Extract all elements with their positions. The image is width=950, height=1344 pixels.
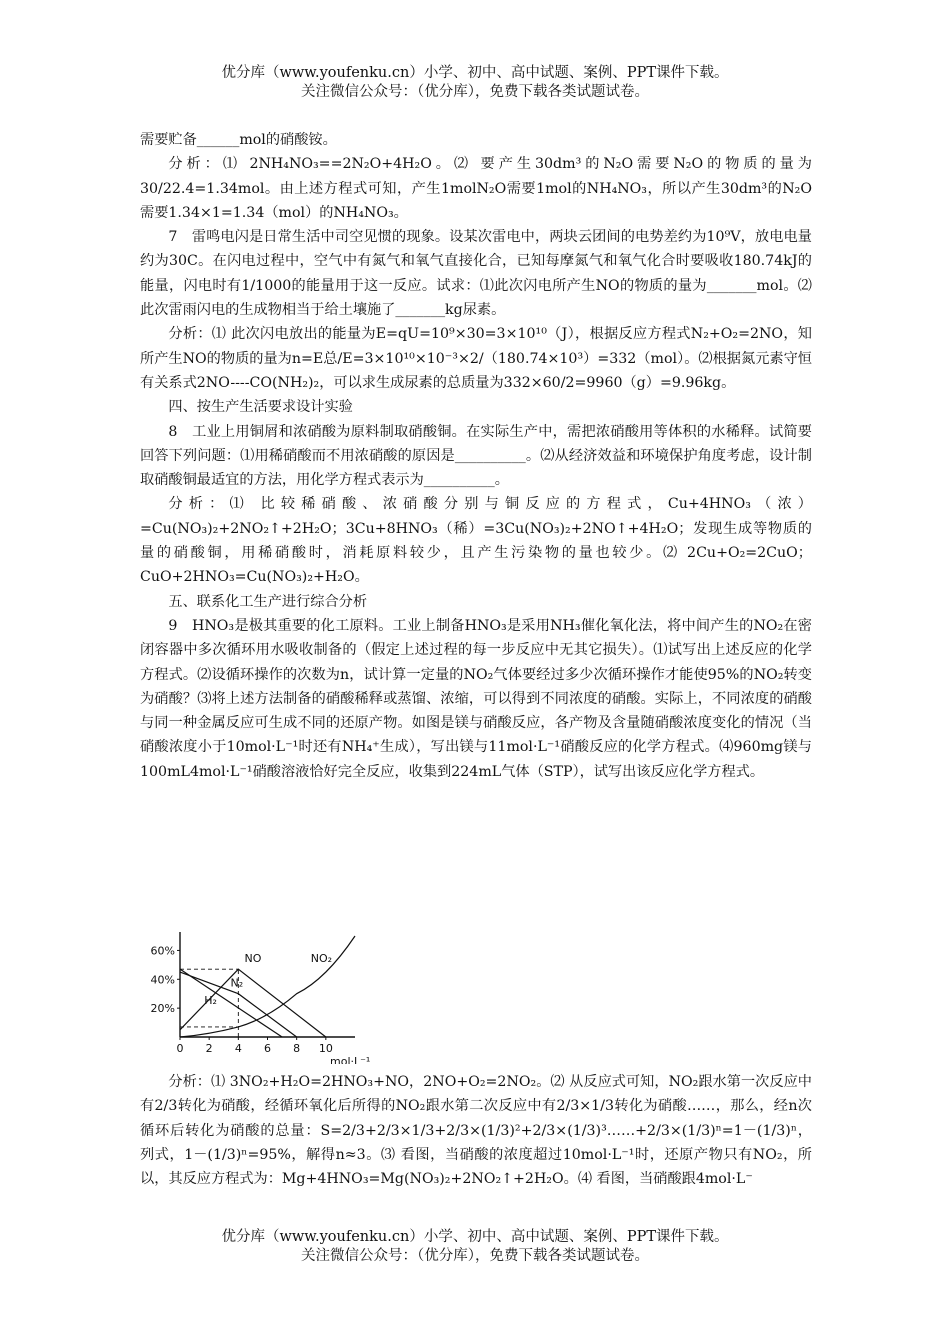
paragraph-analysis-8: 分析：⑴ 比较稀硝酸、浓硝酸分别与铜反应的方程式，Cu+4HNO₃（浓）=Cu(NO₃)₂+2NO₂↑+2H₂O；3Cu+8HNO₃（稀）=3Cu(NO₃)₂+2NO↑+4H₂O；发现生成等物质的量的硝酸铜，用稀硝酸时，消耗原料较少，且产生污染物的量也较少。⑵ 2Cu+O₂=2CuO；CuO+2HNO₃=Cu(NO₃)₂+H₂O。 <box>140 496 812 586</box>
document-body-upper <box>140 128 812 784</box>
paragraph-analysis-7: 分析：⑴ 此次闪电放出的能量为E=qU=10⁹×30=3×10¹⁰（J），根据反应方程式N₂+O₂=2NO，知所产生NO的物质的量为n=E总/E=3×10¹⁰×10⁻³×2/（180.74×10³）=332（mol）。⑵根据氮元素守恒有关系式2NO----CO(NH₂)₂，可以求生成尿素的总质量为332×60/2=9960（g）=9.96kg。 <box>140 326 812 391</box>
chart-svg <box>140 922 390 1064</box>
series-label: N₂ <box>230 976 244 990</box>
concentration-chart <box>140 922 390 1064</box>
header-line-2: 关注微信公众号：（优分库），免费下载各类试题试卷。 <box>301 84 649 100</box>
y-tick-label: 40% <box>150 973 175 987</box>
series-label: NO₂ <box>310 951 333 965</box>
footer-line-1: 优分库（www.youfenku.cn）小学、初中、高中试题、案例、PPT课件下载。 <box>221 1229 729 1245</box>
page-footer <box>0 1228 950 1266</box>
header-line-1: 优分库（www.youfenku.cn）小学、初中、高中试题、案例、PPT课件下载。 <box>221 65 729 81</box>
paragraph-analysis-9: 分析：⑴ 3NO₂+H₂O=2HNO₃+NO，2NO+O₂=2NO₂。⑵ 从反应式可知，NO₂跟水第一次反应中有2/3转化为硝酸，经循环氧化后所得的NO₂跟水第二次反应中有2/3×1/3转化为硝酸……，那么，经n次循环后转化为硝酸的总量：S=2/3+2/3×1/3+2/3×(1/3)²+2/3×(1/3)³……+2/3×(1/3)ⁿ=1－(1/3)ⁿ，列式，1－(1/3)ⁿ=95%，解得n≈3。⑶ 看图，当硝酸的浓度超过10mol·L⁻¹时，还原产物只有NO₂，所以，其反应方程式为：Mg+4HNO₃=Mg(NO₃)₂+2NO₂↑+2H₂O。⑷ 看图，当硝酸跟4mol·L⁻ <box>140 1074 812 1188</box>
y-tick-label: 60% <box>150 944 175 958</box>
x-tick-label: 10 <box>318 1042 333 1055</box>
section-heading-5: 五、联系化工生产进行综合分析 <box>168 593 368 610</box>
section-heading-4: 四、按生产生活要求设计实验 <box>168 399 353 416</box>
document-body-lower <box>140 1070 812 1191</box>
x-tick-label: 8 <box>293 1042 301 1055</box>
paragraph-question-9: 9 HNO₃是极其重要的化工原料。工业上制备HNO₃是采用NH₃催化氧化法，将中间产生的NO₂在密闭容器中多次循环用水吸收制备的（假定上述过程的每一步反应中无其它损失）。⑴试写出上述反应的化学方程式。⑵设循环操作的次数为n，试计算一定量的NO₂气体要经过多少次循环操作才能使95%的NO₂转变为硝酸？⑶将上述方法制备的硝酸稀释或蒸馏、浓缩，可以得到不同浓度的硝酸。实际上，不同浓度的硝酸与同一种金属反应可生成不同的还原产物。如图是镁与硝酸反应，各产物及含量随硝酸浓度变化的情况（当硝酸浓度小于10mol·L⁻¹时还有NH₄⁺生成），写出镁与11mol·L⁻¹硝酸反应的化学方程式。⑷960mg镁与100mL4mol·L⁻¹硝酸溶液恰好完全反应，收集到224mL气体（STP），试写出该反应化学方程式。 <box>140 617 812 780</box>
x-tick-label: 0 <box>176 1042 184 1055</box>
paragraph-analysis-6: 分析：⑴ 2NH₄NO₃==2N₂O+4H₂O。⑵ 要产生30dm³的N₂O需要N₂O的物质的量为30/22.4=1.34mol。由上述方程式可知，产生1molN₂O需要1mol的NH₄NO₃，所以产生30dm³的N₂O需要1.34×1=1.34（mol）的NH₄NO₃。 <box>140 156 812 221</box>
series-label: NO <box>244 951 262 965</box>
paragraph-question-7: 7 雷鸣电闪是日常生活中司空见惯的现象。设某次雷电中，两块云团间的电势差约为10⁹V，放电电量约为30C。在闪电过程中，空气中有氮气和氧气直接化合，已知每摩氮气和氧气化合时要吸收180.74kJ的能量，闪电时有1/1000的能量用于这一反应。试求：⑴此次闪电所产生NO的物质的量为_______mol。⑵此次雷雨闪电的生成物相当于给土壤施了_______kg尿素。 <box>140 229 812 319</box>
page-header <box>0 64 950 102</box>
paragraph-question-8: 8 工业上用铜屑和浓硝酸为原料制取硝酸铜。在实际生产中，需把浓硝酸用等体积的水稀释。试简要回答下列问题：⑴用稀硝酸而不用浓硝酸的原因是__________。⑵从经济效益和环境保护角度考虑，设计制取硝酸铜最适宜的方法，用化学方程式表示为__________。 <box>140 423 812 489</box>
footer-line-2: 关注微信公众号：（优分库），免费下载各类试题试卷。 <box>301 1248 649 1264</box>
x-tick-label: 6 <box>264 1042 271 1055</box>
x-tick-label: 2 <box>205 1042 213 1055</box>
paragraph-answer-blank: 需要贮备______mol的硝酸铵。 <box>140 132 337 148</box>
x-tick-label: 4 <box>234 1042 242 1055</box>
series-label: H₂ <box>204 993 217 1007</box>
x-axis-label: mol·L⁻¹ <box>330 1055 371 1064</box>
y-tick-label: 20% <box>150 1002 175 1016</box>
